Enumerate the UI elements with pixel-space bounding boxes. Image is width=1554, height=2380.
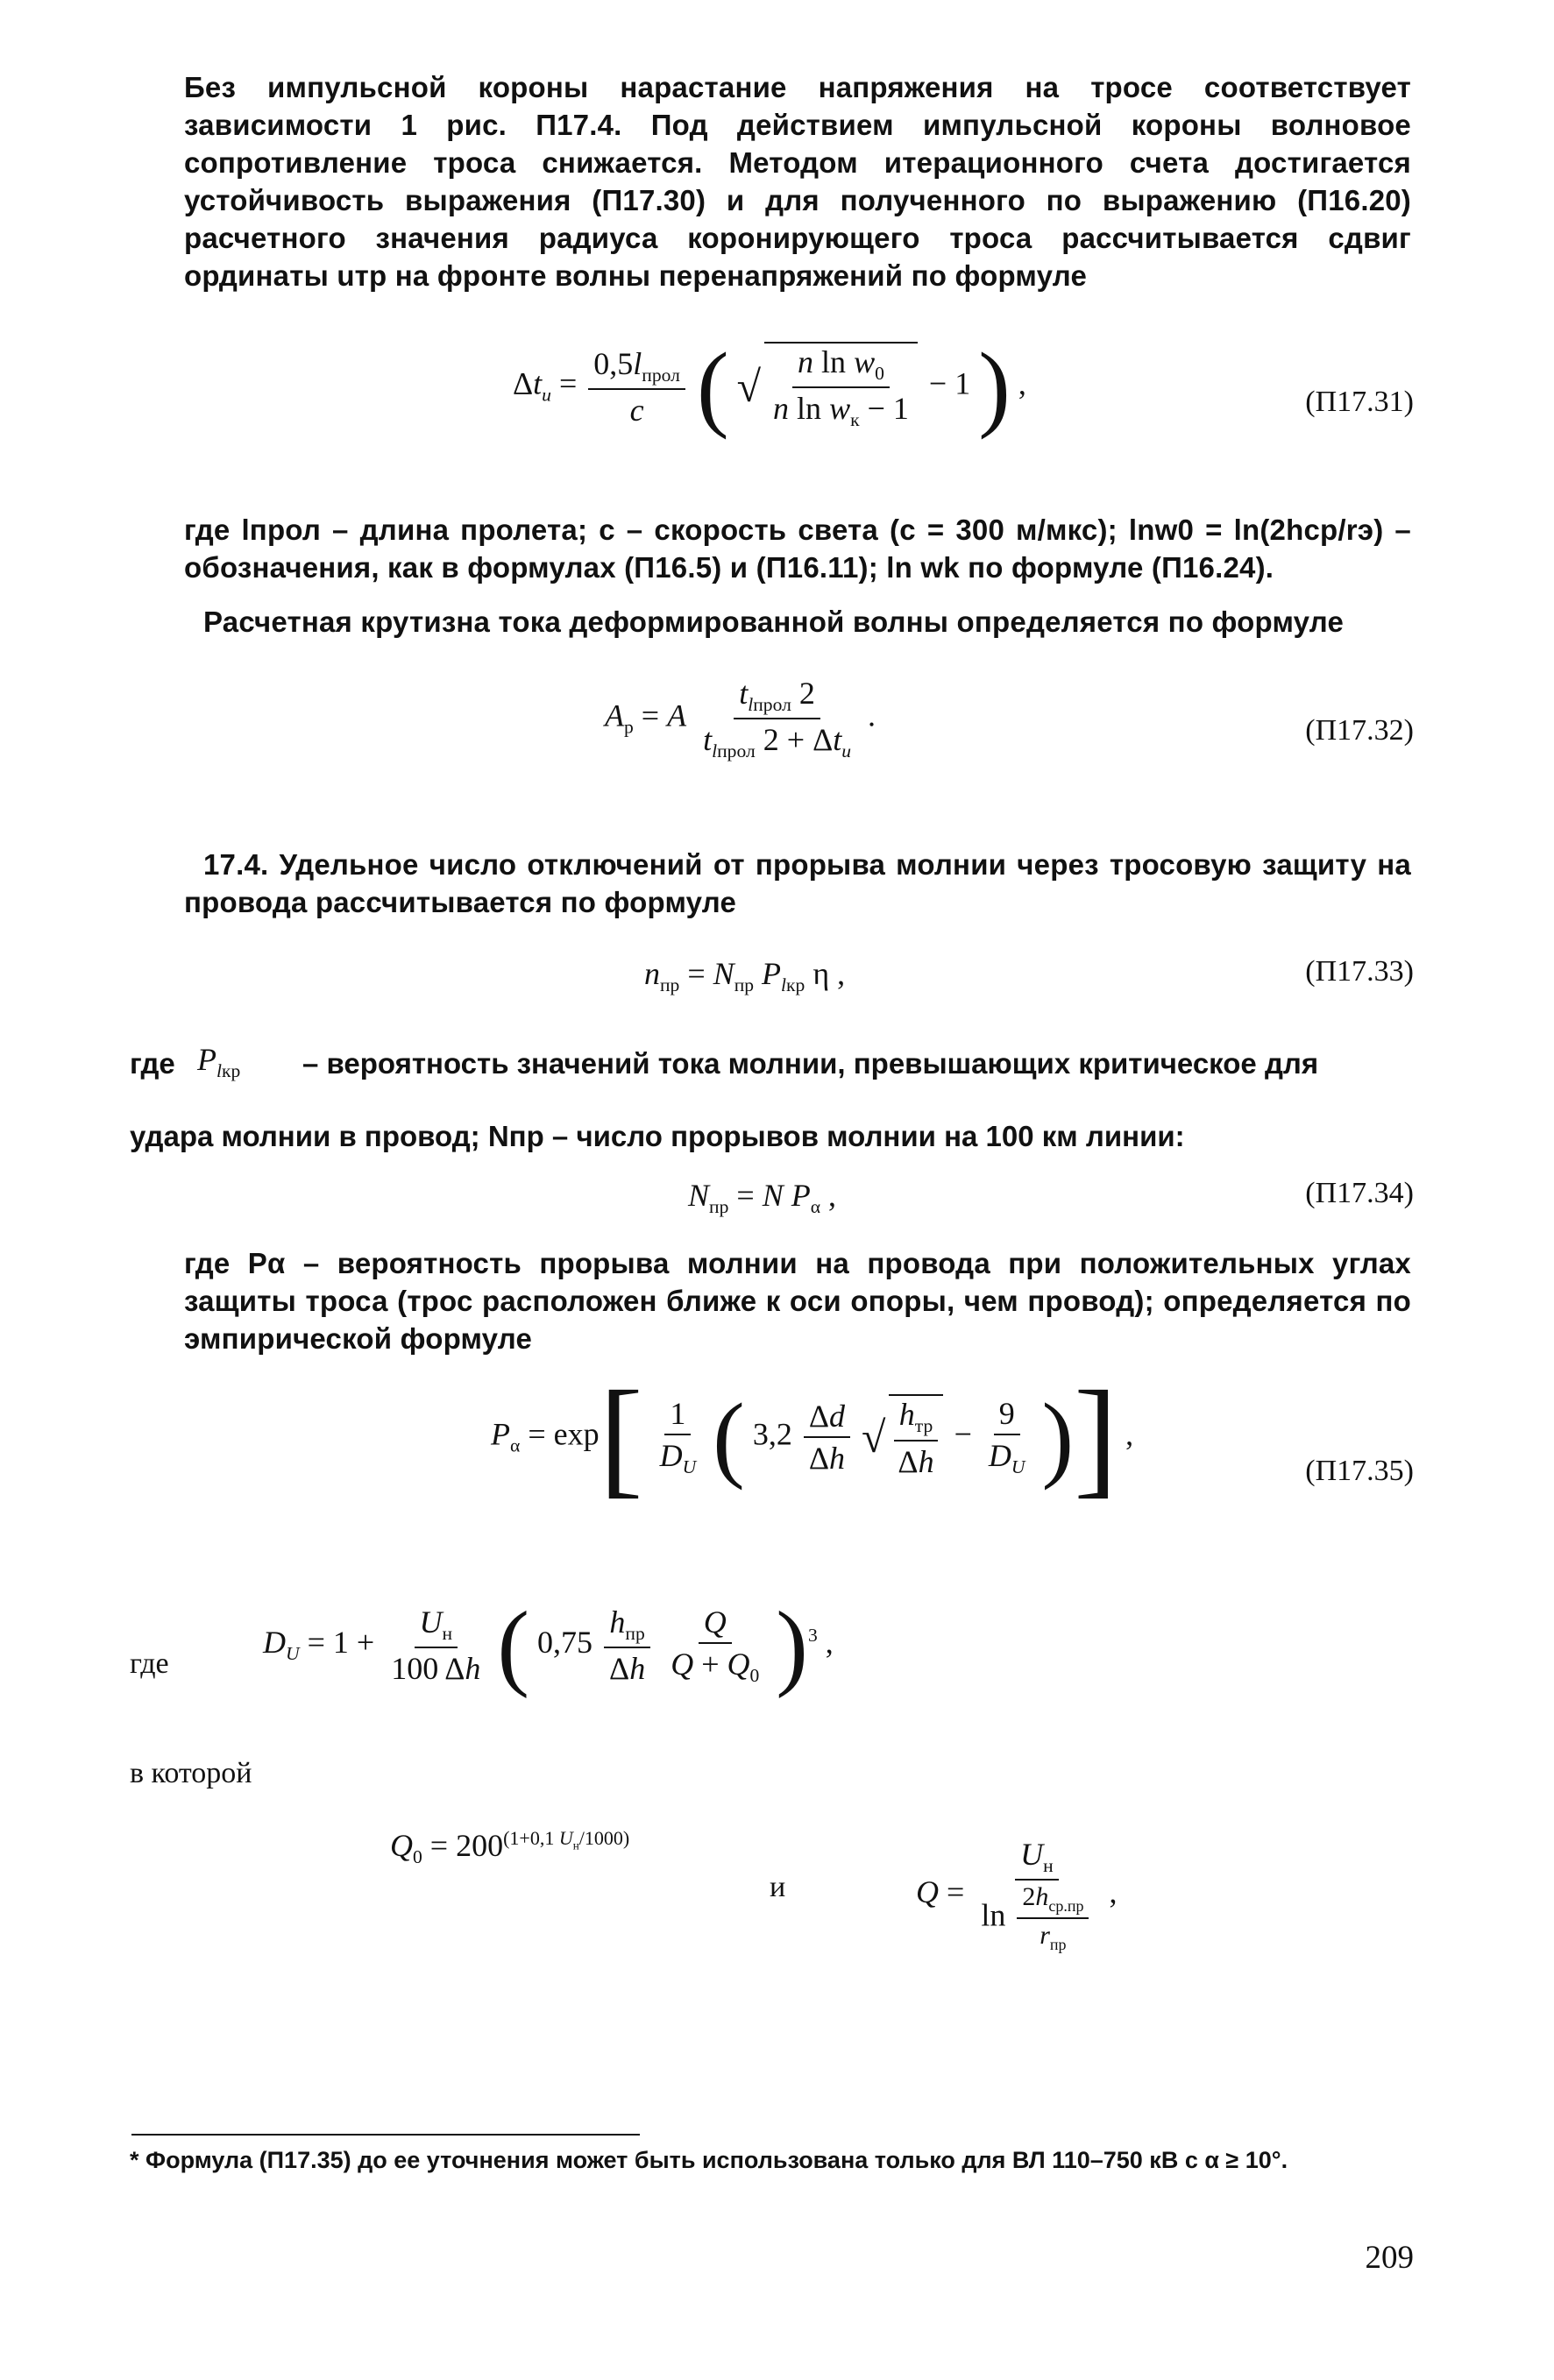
and-label: и — [770, 1871, 786, 1903]
paragraph-steepness: Расчетная крутизна тока деформированной волны определяется по формуле — [203, 606, 1345, 638]
equation-number: (П17.31) — [1305, 386, 1414, 418]
footnote-text: Формула (П17.35) до ее уточнения может быть использована только для ВЛ 110–750 кВ с α ≥ 10°. — [145, 2147, 1288, 2173]
where-label: где — [130, 1047, 175, 1080]
formula-17-33: $n_{пр} = N_{пр}$ $P_{lкр}$ η , — [644, 956, 846, 996]
formula-q0: $Q_0 = 200^{(1+0,1 U_н/1000)}$ — [390, 1827, 630, 1868]
equation-number: (П17.35) — [1305, 1455, 1414, 1487]
footnote-mark: * — [130, 2147, 139, 2173]
equation-number: (П17.33) — [1305, 955, 1414, 988]
footnote-rule — [131, 2134, 640, 2136]
paragraph-17-4: 17.4. Удельное число отключений от прорыва молнии через тросовую защиту на провода рассчитывается по формуле — [184, 848, 1411, 918]
where-label-2: где — [130, 1647, 169, 1680]
formula-17-35: $P_\alpha = \exp$[ $\frac{1}{D_U}$ ( 3,2 $\frac{\Delta d}{\Delta h}$ √ $\frac{h_{тр}}{\Delta h}$ − $\frac{9}{D_U}$ )] , — [491, 1364, 1134, 1510]
formula-17-31: $\Delta t_u$ = $\frac{0,5l_{прол}}{c}$ ( √ $\frac{n \ln w_0}{n \ln w_к - 1}$ − 1 ) , — [513, 333, 1026, 441]
footnote — [130, 2147, 1288, 2174]
page-number: 209 — [1365, 2240, 1414, 2276]
equation-number: (П17.32) — [1305, 714, 1414, 747]
probability-symbol: $P_{lкр}$ — [197, 1042, 241, 1082]
formula-17-34: $N_{пр} = N$ $P_\alpha$ , — [688, 1178, 837, 1218]
formula-d-u: $D_U = 1$ + $\frac{U_н}{100 \Delta h}$ ( 0,75 $\frac{h_{пр}}{\Delta h}$ $\frac{Q}{Q + Q_0}$ )$^3$ , — [263, 1591, 834, 1699]
paragraph-where-1: где lпрол – длина пролета; c – скорость света (c = 300 м/мкс); lnw0 = ln(2hср/rэ) – обозначения, как в формулах (П16.5) и (П16.11); ln wk по формуле (П16.24). — [184, 514, 1411, 584]
paragraph-intro: Без импульсной короны нарастание напряжения на тросе соответствует зависимости 1 рис. П17.4. Под действием импульсной короны волновое сопротивление троса снижается. Методом итерационного счета достигается устойчивость выражения (П17.30) и для полученного по выражению (П16.20) расчетного значения радиуса коронирующего троса рассчитывается сдвиг ординаты uтр на фронте волны перенапряжений по формуле — [184, 71, 1411, 292]
paragraph-probability: – вероятность значений тока молнии, превышающих критическое для — [302, 1047, 1319, 1080]
paragraph-p-alpha: где Pα – вероятность прорыва молнии на провода при положительных углах защиты троса (трос расположен ближе к оси опоры, чем провод); определяется по эмпирической формуле — [184, 1247, 1411, 1355]
formula-q: Q = $U_н$ ln $\frac{2h_{ср.пр}}{r_{пр}}$ , — [916, 1837, 1118, 1954]
equation-number: (П17.34) — [1305, 1177, 1414, 1209]
paragraph-breakthroughs: удара молнии в провод; Nпр – число прорывов молнии на 100 км линии: — [130, 1120, 1185, 1152]
formula-17-32: $A_р = A$ $\frac{t_{lпрол} 2}{t_{lпрол} 2 + \Delta t_u}$ . — [605, 676, 876, 762]
in-which-label: в которой — [130, 1757, 252, 1789]
